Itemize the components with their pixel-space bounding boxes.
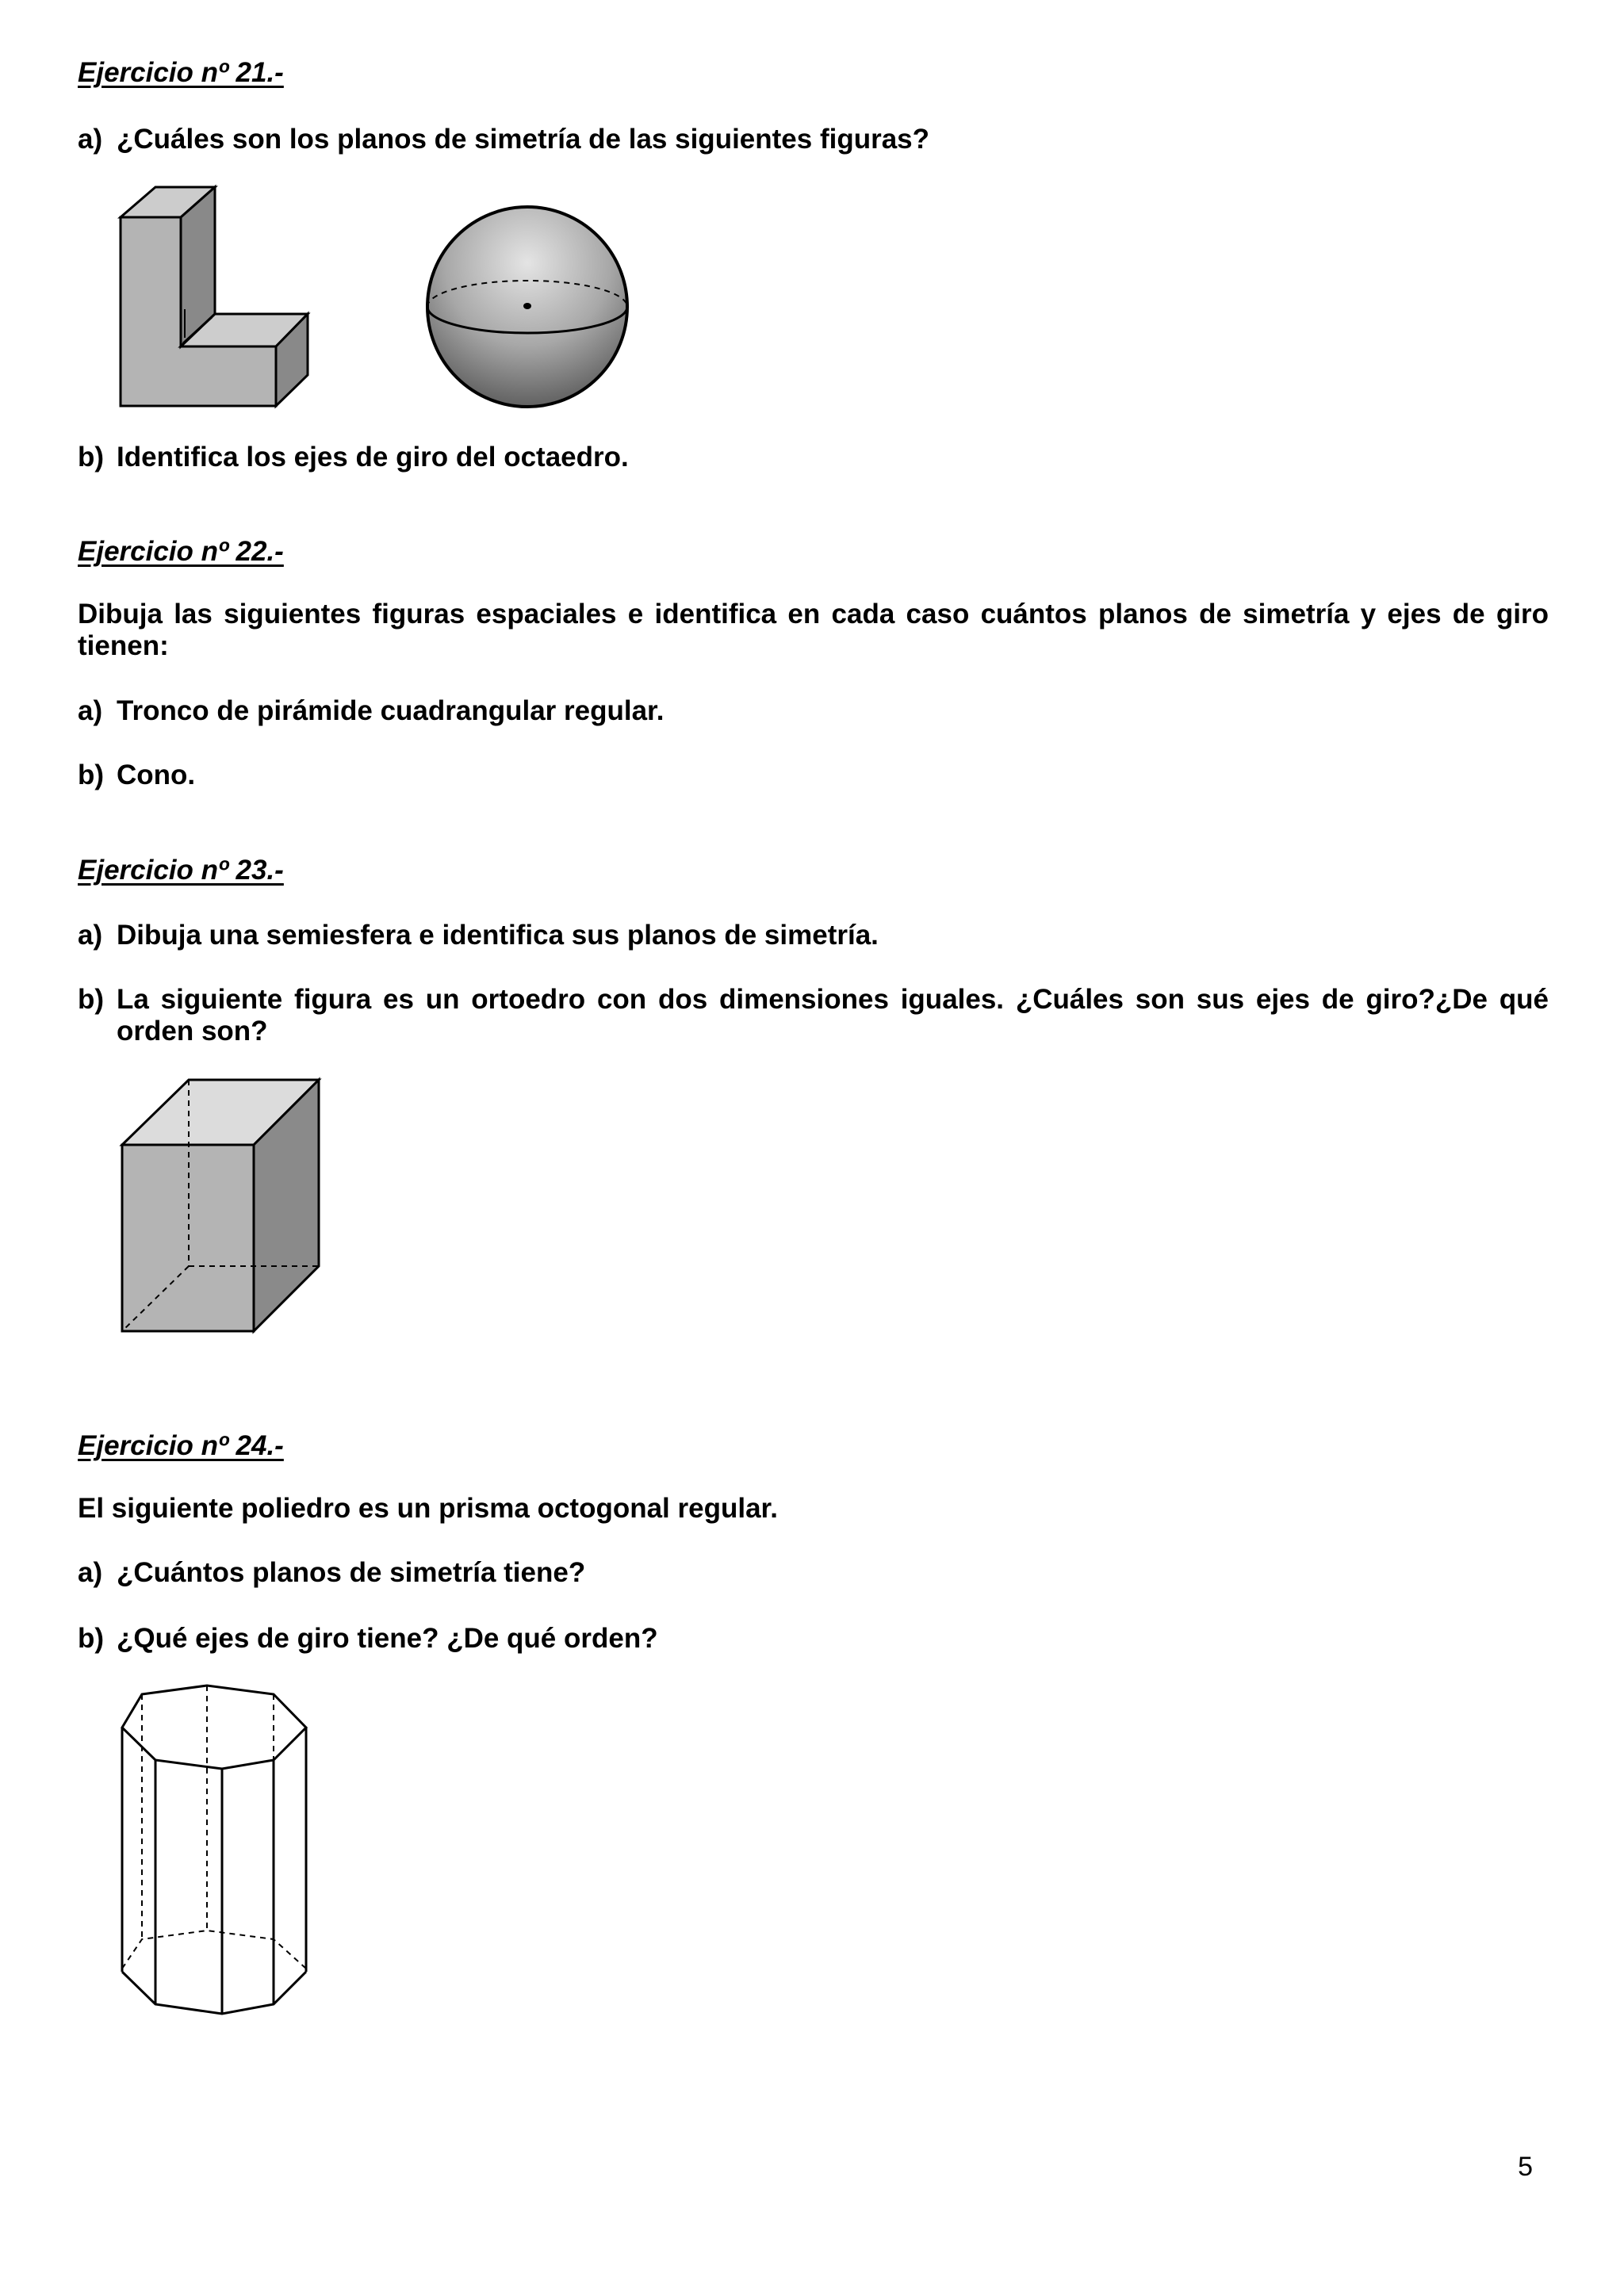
part-text: Dibuja una semiesfera e identifica sus planos de simetría. — [117, 920, 879, 951]
part-label: a) — [78, 124, 103, 155]
part-label: a) — [78, 695, 103, 726]
exercise-24-intro: El siguiente poliedro es un prisma octogonal regular. — [78, 1493, 778, 1524]
part-label: a) — [78, 920, 103, 951]
exercise-21-heading: Ejercicio nº 21.- — [78, 57, 284, 88]
part-text: La siguiente figura es un ortoedro con dos dimensiones iguales. ¿Cuáles son sus ejes de giro?¿De qué orden son? — [117, 984, 1549, 1047]
page-number: 5 — [1518, 2152, 1533, 2182]
exercise-23-heading: Ejercicio nº 23.- — [78, 855, 284, 886]
part-label: b) — [78, 1623, 105, 1654]
part-text: Tronco de pirámide cuadrangular regular. — [117, 695, 665, 726]
part-label: b) — [78, 984, 105, 1015]
part-label: b) — [78, 760, 105, 790]
part-text: ¿Qué ejes de giro tiene? ¿De qué orden? — [117, 1623, 658, 1654]
part-text: Identifica los ejes de giro del octaedro. — [117, 442, 629, 473]
octagonal-prism-figure — [115, 1677, 317, 2042]
cuboid-figure — [115, 1070, 325, 1340]
part-text: ¿Cuáles son los planos de simetría de las siguientes figuras? — [117, 124, 930, 155]
sphere-figure — [420, 200, 634, 414]
exercise-22-heading: Ejercicio nº 22.- — [78, 536, 284, 567]
exercise-22-intro: Dibuja las siguientes figuras espaciales e identifica en cada caso cuántos planos de simetría y ejes de giro tienen: — [78, 599, 1549, 661]
part-label: b) — [78, 442, 105, 473]
exercise-24-heading: Ejercicio nº 24.- — [78, 1430, 284, 1461]
exercise-23-part-b — [78, 984, 1549, 1047]
part-text: ¿Cuántos planos de simetría tiene? — [117, 1557, 586, 1588]
part-text: Cono. — [117, 760, 196, 790]
part-label: a) — [78, 1557, 103, 1588]
l-shape-prism-figure — [111, 178, 317, 416]
